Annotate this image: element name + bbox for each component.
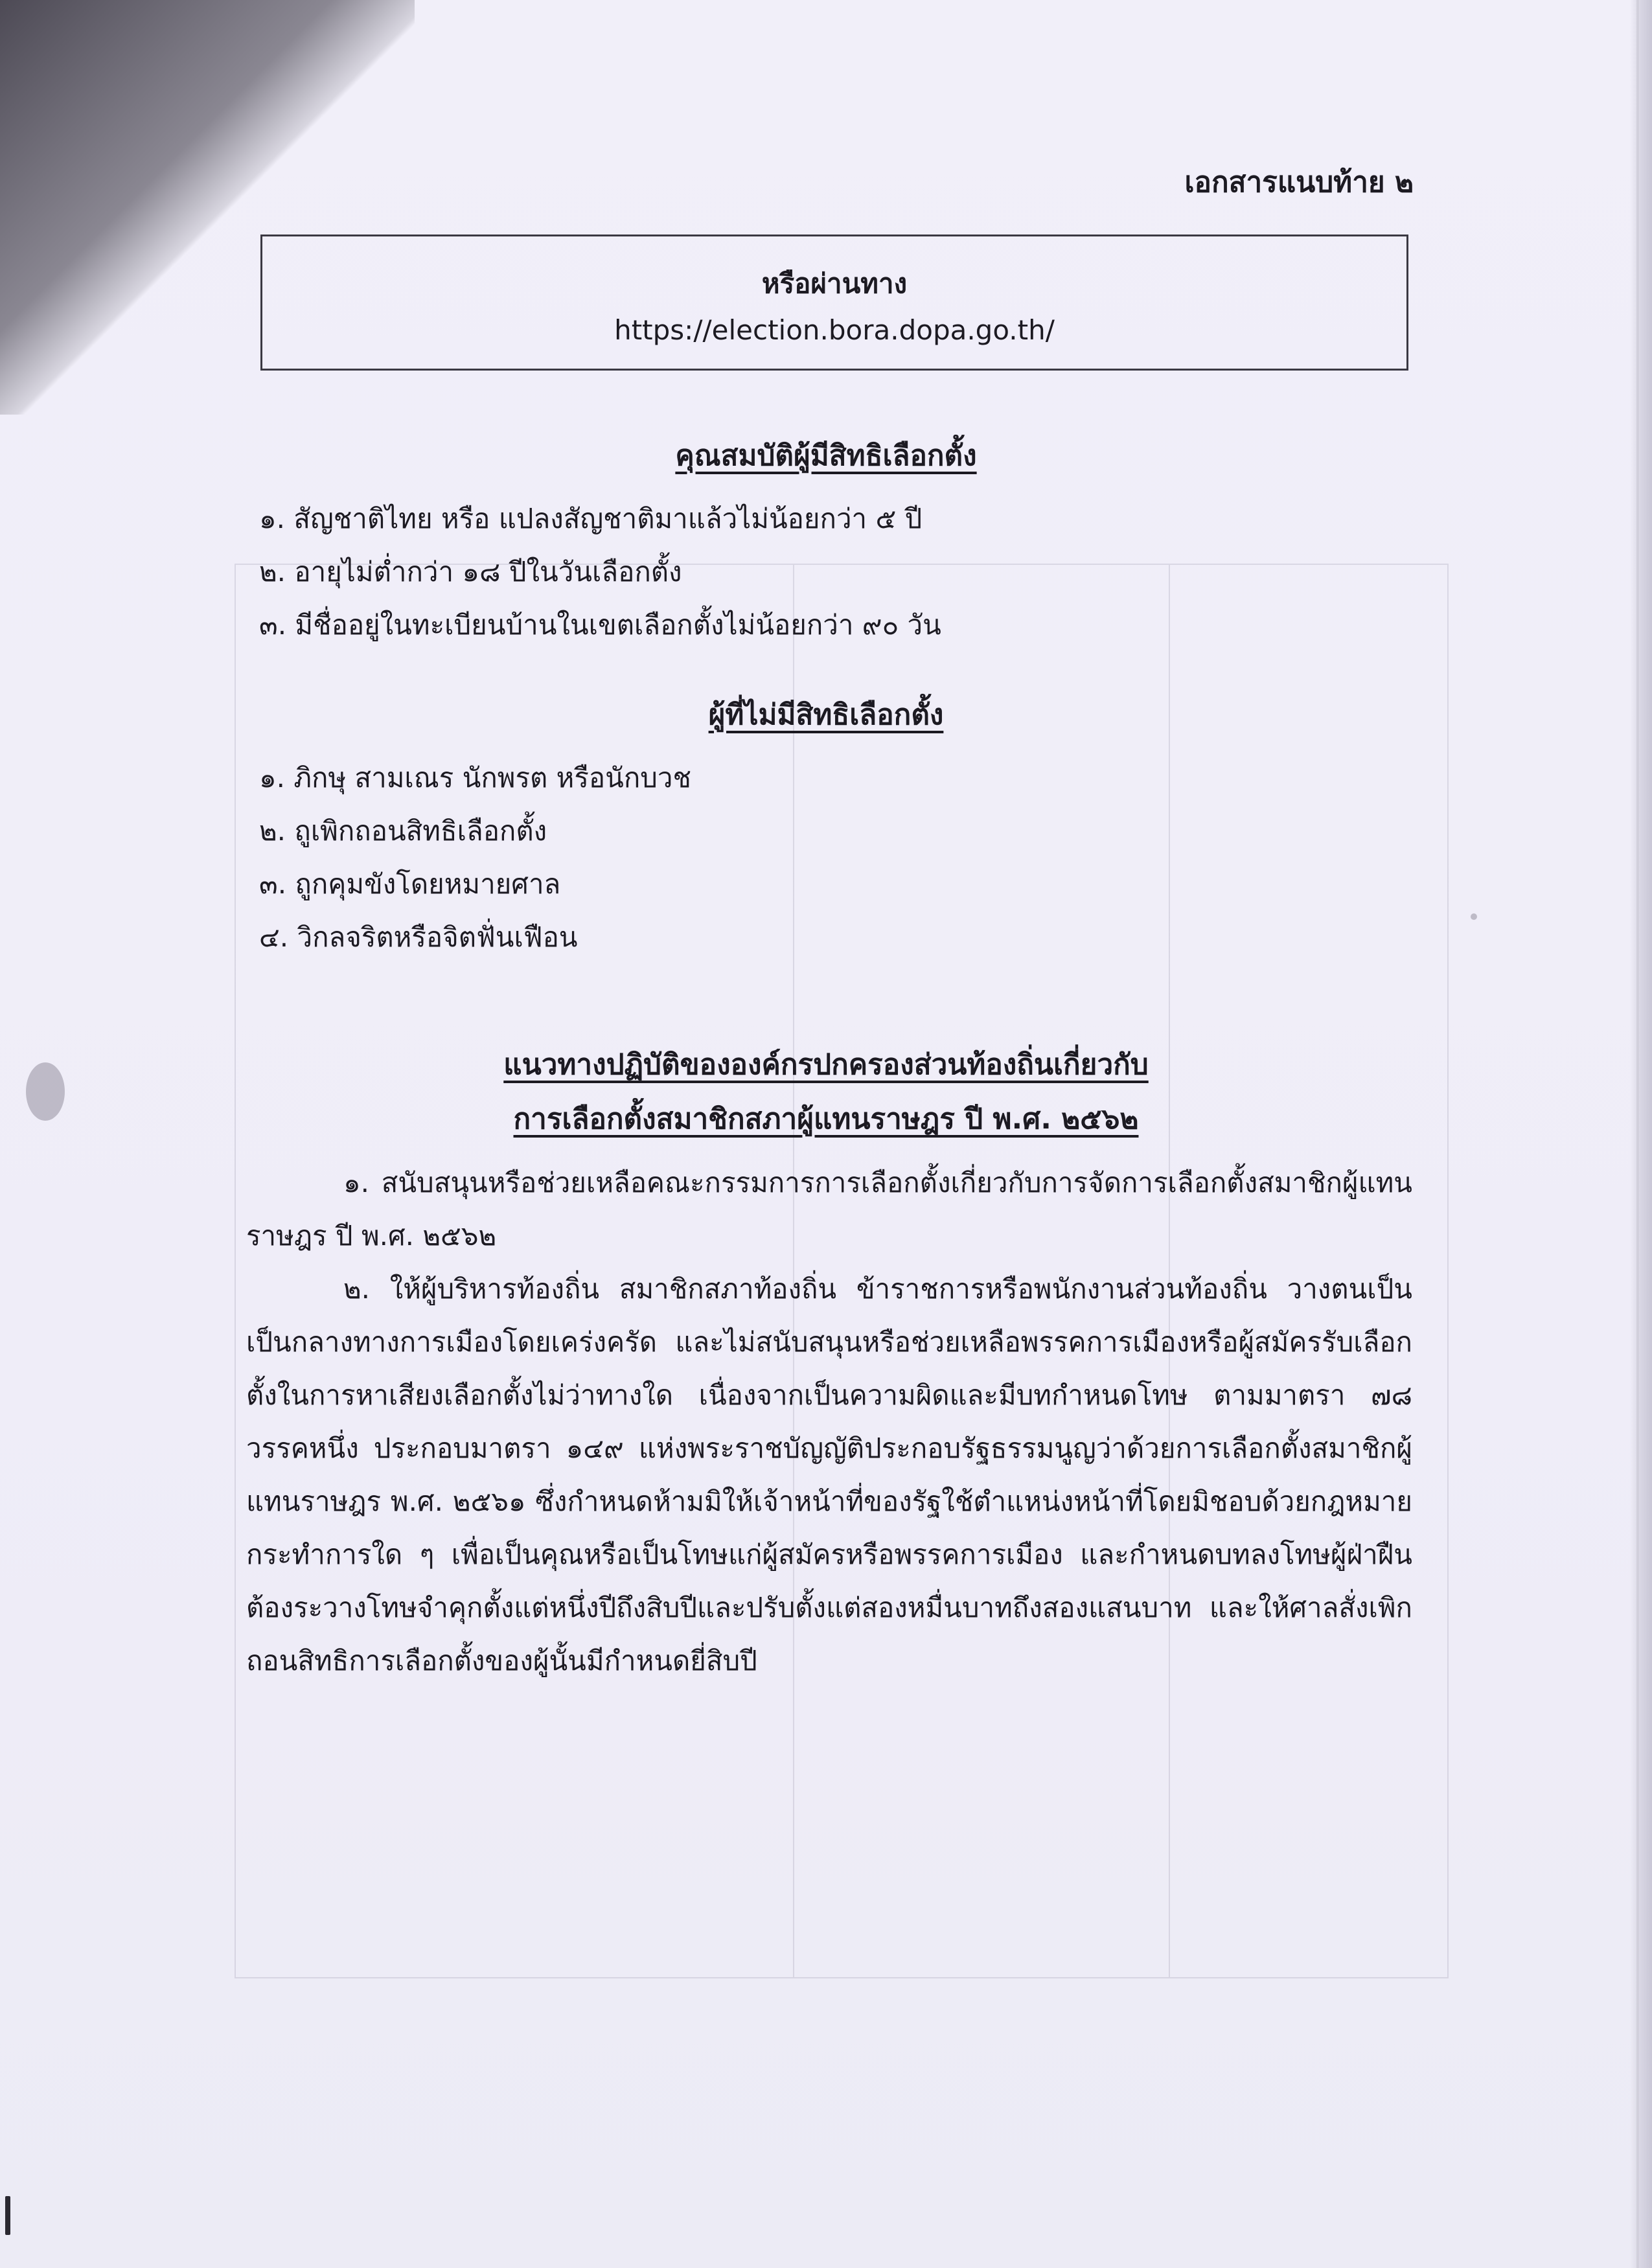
list-item: ๒. ถูเพิกถอนสิทธิเลือกตั้ง xyxy=(259,815,547,847)
guideline-paragraph-2: ๒. ให้ผู้บริหารท้องถิ่น สมาชิกสภาท้องถิ่น ข้าราชการหรือพนักงานส่วนท้องถิ่น วางตนเป็นเป็นกลางทางการเมืองโดยเคร่งครัด และไม่สนับสนุนหรือช่วยเหลือพรรคการเมืองหรือผู้สมัครรับเลือกตั้งในการหาเสียงเลือกตั้งไม่ว่าทางใด เนื่องจากเป็นความผิดและมีบทกำหนดโทษ ตามมาตรา ๗๘ วรรคหนึ่ง ประกอบมาตรา ๑๔๙ แห่งพระราชบัญญัติประกอบรัฐธรรมนูญว่าด้วยการเลือกตั้งสมาชิกผู้แทนราษฎร พ.ศ. ๒๕๖๑ ซึ่งกำหนดห้ามมิให้เจ้าหน้าที่ของรัฐใช้ตำแหน่งหน้าที่โดยมิชอบด้วยกฎหมายกระทำการใด ๆ เพื่อเป็นคุณหรือเป็นโทษแก่ผู้สมัครหรือพรรคการเมือง และกำหนดบทลงโทษผู้ฝ่าฝืน ต้องระวางโทษจำคุกตั้งแต่หนึ่งปีถึงสิบปีและปรับตั้งแต่สองหมื่นบาทถึงสองแสนบาท และให้ศาลสั่งเพิกถอนสิทธิการเลือกตั้งของผู้นั้นมีกำหนดยี่สิบปี xyxy=(246,1273,1412,1677)
guideline-heading-line1: แนวทางปฏิบัติขององค์กรปกครองส่วนท้องถิ่นเกี่ยวกับ xyxy=(503,1048,1149,1081)
list-item: ๒. อายุไม่ต่ำกว่า ๑๘ ปีในวันเลือกตั้ง xyxy=(259,556,682,588)
attachment-label: เอกสารแนบท้าย ๒ xyxy=(1184,166,1414,199)
url-box xyxy=(260,235,1408,371)
list-item: ๓. ถูกคุมขังโดยหมายศาล xyxy=(259,868,561,900)
list-item: ๔. วิกลจริตหรือจิตฟั่นเฟือน xyxy=(259,921,578,953)
guideline-paragraph-1: ๑. สนับสนุนหรือช่วยเหลือคณะกรรมการการเลือกตั้งเกี่ยวกับการจัดการเลือกตั้งสมาชิกผู้แทนราษฎร ปี พ.ศ. ๒๕๖๒ xyxy=(246,1167,1412,1252)
scan-speck xyxy=(1471,913,1477,920)
election-url-link[interactable]: https://election.bora.dopa.go.th/ xyxy=(614,314,1055,346)
eligible-voters-list xyxy=(259,492,941,652)
eligible-voters-heading: คุณสมบัติผู้มีสิทธิเลือกตั้ง xyxy=(675,439,977,472)
list-item: ๑. ภิกษุ สามเณร นักพรต หรือนักบวช xyxy=(259,762,692,794)
ineligible-voters-list xyxy=(259,751,691,964)
scan-mark xyxy=(5,2196,10,2235)
url-box-caption: หรือผ่านทาง xyxy=(761,268,908,299)
ineligible-voters-heading: ผู้ที่ไม่มีสิทธิเลือกตั้ง xyxy=(708,698,944,731)
list-item: ๓. มีชื่ออยู่ในทะเบียนบ้านในเขตเลือกตั้งไม่น้อยกว่า ๙๐ วัน xyxy=(259,609,941,641)
list-item: ๑. สัญชาติไทย หรือ แปลงสัญชาติมาแล้วไม่น้อยกว่า ๕ ปี xyxy=(259,503,923,534)
guideline-heading-line2: การเลือกตั้งสมาชิกสภาผู้แทนราษฎร ปี พ.ศ. ๒๕๖๒ xyxy=(513,1103,1139,1136)
